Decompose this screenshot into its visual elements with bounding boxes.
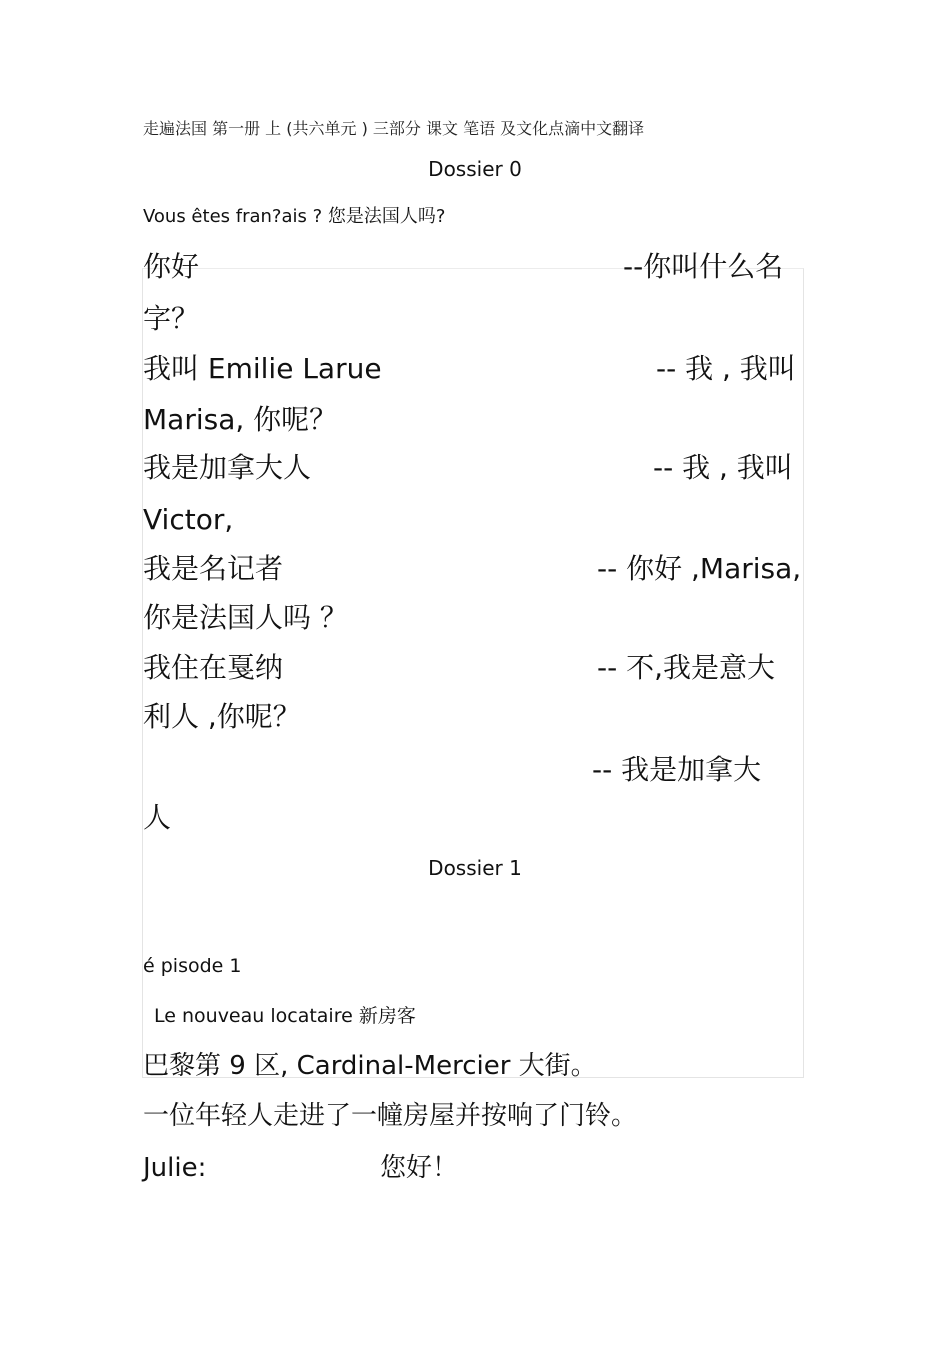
speech-text: 您好！ [380,1153,459,1183]
speaker-name: Julie: [143,1153,207,1183]
dialogue-line-left: 我是加拿大人 [143,451,312,484]
dialogue-line-left: Victor, [143,503,234,536]
dialogue-line-right: -- 我 , 我叫 [653,451,793,484]
dialogue-line-left: 利人 ,你呢？ [143,700,301,733]
dialogue-line-right: -- 不,我是意大 [597,651,776,684]
dialogue-line-right: --你叫什么名 [623,250,784,283]
episode-title: Le nouveau locataire 新房客 [154,1005,416,1027]
dialogue-line-right: -- 我是加拿大 [592,753,762,786]
dialogue-line-left: 我叫 Emilie Larue [143,352,382,385]
dialogue-line-right: -- 你好 ,Marisa, [597,552,802,585]
episode-label: é pisode 1 [143,955,242,977]
dossier-0-subtitle: Vous êtes fran?ais ? 您是法国人吗? [143,206,446,227]
dialogue-line-left: 字？ [143,302,200,335]
dialogue-line-left: 人 [143,801,172,834]
header-line: 走遍法国 第一册 上 (共六单元 ) 三部分 课文 笔语 及文化点滴中文翻译 [143,119,645,138]
dossier-0-title: Dossier 0 [428,157,522,181]
dialogue-line-left: Marisa, 你呢？ [143,403,338,436]
scene-description-line: 一位年轻人走进了一幢房屋并按响了门铃。 [143,1101,638,1131]
scene-description-line: 巴黎第 9 区, Cardinal-Mercier 大街。 [143,1051,597,1081]
dialogue-line-left: 我住在戛纳 [143,651,284,684]
dialogue-line-right: -- 我 , 我叫 [656,352,796,385]
dialogue-line-left: 我是名记者 [143,552,284,585]
dialogue-line-left: 你是法国人吗 ？ [143,601,348,634]
dialogue-line-left: 你好 [143,250,200,283]
dossier-1-title: Dossier 1 [428,856,522,880]
